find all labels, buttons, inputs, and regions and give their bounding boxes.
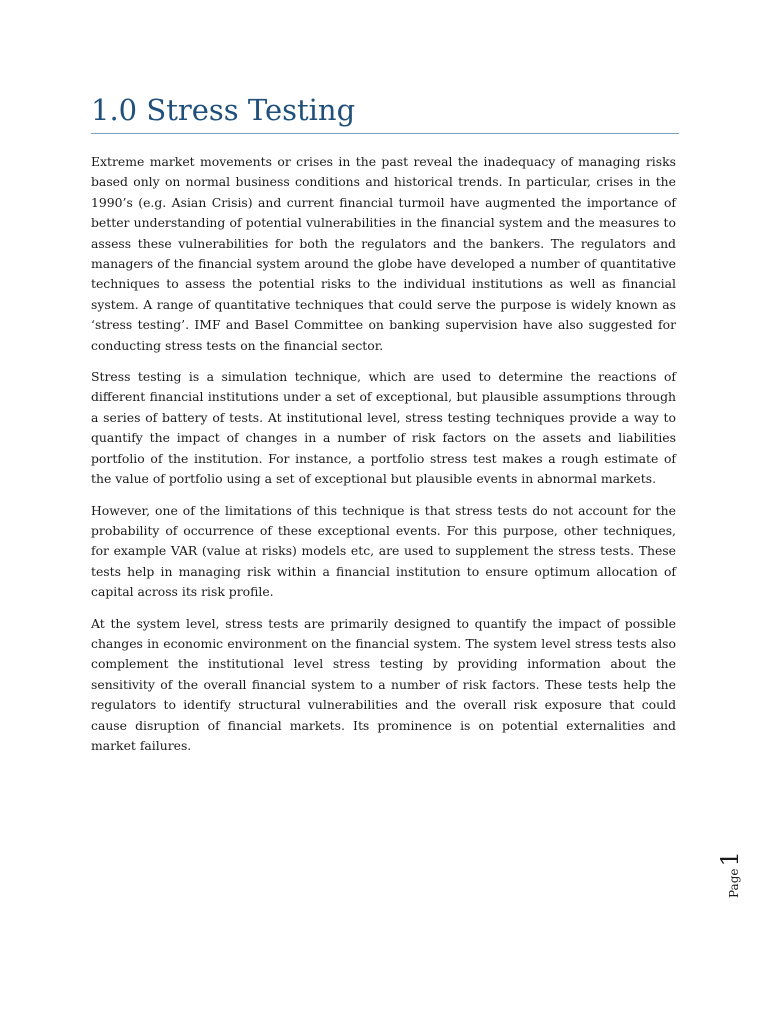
page-number: [716, 852, 746, 902]
heading-underline: [91, 133, 679, 134]
paragraph-1: Extreme market movements or crises in the past reveal the inadequacy of managing risks based only on normal business conditions and historical trends. In particular, crises in the 1990’s (e.g. Asian Crisis) and current financial turmoil have augmented the importance of better understanding of potential vulnerabilities in the financial system and the measures to assess these vulnerabilities for both the regulators and the bankers. The regulators and managers of the financial system around the globe have developed a number of quantitative techniques to assess the potential risks to the individual institutions as well as financial system. A range of quantitative techniques that could serve the purpose is widely known as ‘stress testing’. IMF and Basel Committee on banking supervision have also suggested for conducting stress tests on the financial sector.: [91, 154, 676, 353]
paragraph-3: However, one of the limitations of this technique is that stress tests do not account for the probability of occurrence of these exceptional events. For this purpose, other techniques, for example VAR (value at risks) models etc, are used to supplement the stress tests. These tests help in managing risk within a financial institution to ensure optimum allocation of capital across its risk profile.: [91, 502, 676, 600]
page-label: Page: [727, 868, 741, 898]
page-number-value: 1: [716, 851, 744, 867]
section-heading: 1.0 Stress Testing: [91, 93, 356, 127]
body-text: [91, 152, 676, 767]
page-number-rotated: [716, 851, 744, 898]
paragraph-2: Stress testing is a simulation technique, which are used to determine the reactions of different financial institutions under a set of exceptional, but plausible assumptions through a series of battery of tests. At institutional level, stress testing techniques provide a way to quantify the impact of changes in a number of risk factors on the assets and liabilities portfolio of the institution. For instance, a portfolio stress test makes a rough estimate of the value of portfolio using a set of exceptional but plausible events in abnormal markets.: [91, 369, 676, 487]
paragraph-4: At the system level, stress tests are primarily designed to quantify the impact of possible changes in economic environment on the financial system. The system level stress tests also complement the institutional level stress testing by providing information about the sensitivity of the overall financial system to a number of risk factors. These tests help the regulators to identify structural vulnerabilities and the overall risk exposure that could cause disruption of financial markets. Its prominence is on potential externalities and market failures.: [91, 615, 676, 753]
